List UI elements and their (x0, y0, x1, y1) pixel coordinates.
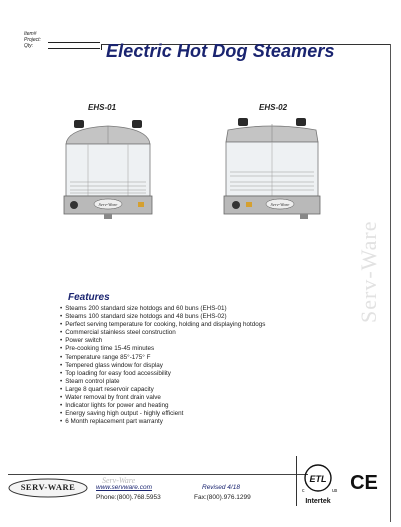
fax-number: Fax:(800).976.1299 (194, 494, 251, 501)
steamer-ehs-01-image (58, 114, 158, 224)
feature-item: • Top loading for easy food accessibility (60, 370, 265, 378)
feature-item: • Perfect serving temperature for cooking, holding and displaying hotdogs (60, 321, 265, 329)
feature-item: • Tempered glass window for display (60, 362, 265, 370)
brand-watermark-text: Serv-Ware (356, 220, 381, 323)
steamer-ehs-02-image (220, 114, 324, 224)
feature-item: • Commercial stainless steel construction (60, 329, 265, 337)
feature-item: • Steams 100 standard size hotdogs and 48 buns (EHS-02) (60, 313, 265, 321)
revision-date: Revised 4/18 (202, 484, 240, 491)
feature-item: • Steams 200 standard size hotdogs and 60 buns (EHS-01) (60, 305, 265, 313)
qty-label: Qty: (24, 43, 34, 49)
etl-us-text: us (332, 488, 338, 494)
intertek-text: Intertek (305, 498, 331, 505)
feature-item: • Steam control plate (60, 378, 265, 386)
features-list (60, 305, 265, 426)
svg-text:Serv-Ware: Serv-Ware (98, 202, 118, 207)
page-border-right (390, 44, 391, 522)
qty-input[interactable] (48, 48, 100, 49)
phone-number: Phone:(800).768.5953 (96, 494, 161, 501)
feature-item: • Pre-cooking time 15-45 minutes (60, 345, 265, 353)
features-heading: Features (68, 292, 110, 303)
feature-item: • Temperature range 85°-175° F (60, 354, 265, 362)
cert-divider (296, 456, 297, 506)
ce-mark-text: CE (350, 472, 378, 494)
footer-rule (8, 474, 308, 475)
feature-item: • Energy saving high output - highly efficient (60, 410, 265, 418)
project-label: Project: (24, 37, 41, 43)
website-link[interactable]: www.servware.com (96, 484, 152, 491)
etl-text: ETL (309, 474, 327, 484)
feature-item: • Power switch (60, 337, 265, 345)
feature-item: • 6 Month replacement part warranty (60, 418, 265, 426)
footer-ghost-brand: Serv-Ware (102, 476, 136, 485)
feature-item: • Large 8 quart reservoir capacity (60, 386, 265, 394)
logo-text: SERV-WARE (20, 482, 76, 492)
page-title: Electric Hot Dog Steamers (106, 41, 335, 61)
model-label-ehs-02: EHS-02 (259, 103, 288, 112)
etl-mark-icon (298, 456, 383, 508)
brand-watermark (344, 175, 384, 335)
etl-c-text: c (302, 488, 305, 494)
serv-ware-logo (8, 478, 88, 498)
feature-item: • Indicator lights for power and heating (60, 402, 265, 410)
certification-marks (298, 456, 383, 508)
item-label: Item# (24, 31, 37, 37)
model-label-ehs-01: EHS-01 (88, 103, 117, 112)
project-input[interactable] (48, 42, 100, 43)
feature-item: • Water removal by front drain valve (60, 394, 265, 402)
svg-text:Serv-Ware: Serv-Ware (270, 202, 290, 207)
